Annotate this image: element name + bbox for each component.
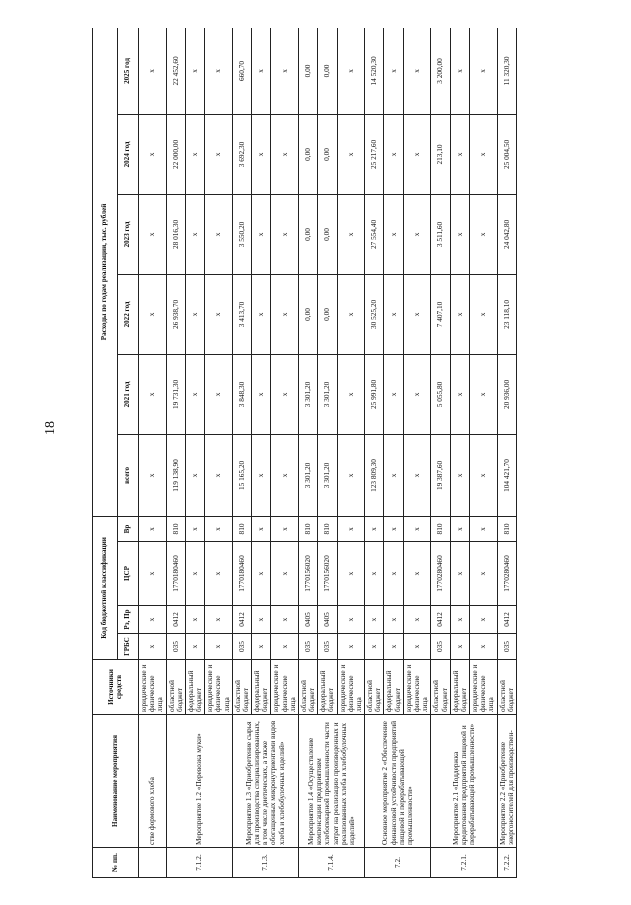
expense-cell: x: [450, 28, 469, 114]
budget-code-cell: 0405: [318, 606, 337, 634]
expense-cell: x: [384, 274, 403, 354]
expense-cell: x: [403, 114, 431, 194]
header-expense-col: 2021 год: [118, 354, 139, 434]
expense-cell: x: [384, 194, 403, 274]
expense-cell: x: [403, 274, 431, 354]
expense-cell: x: [403, 354, 431, 434]
expense-cell: x: [403, 194, 431, 274]
expense-cell: x: [205, 194, 233, 274]
expense-cell: x: [470, 354, 498, 434]
expense-cell: x: [185, 28, 204, 114]
budget-code-cell: x: [205, 516, 233, 541]
header-expense-col: 2022 год: [118, 274, 139, 354]
budget-code-cell: 810: [497, 516, 516, 541]
budget-code-cell: 0412: [497, 606, 516, 634]
expense-cell: x: [205, 354, 233, 434]
expense-cell: 24 042,80: [497, 194, 516, 274]
budget-code-cell: 0412: [232, 606, 251, 634]
funding-source: областной бюджет: [232, 660, 251, 715]
expense-cell: 26 938,70: [166, 274, 185, 354]
budget-code-cell: 1770156020: [318, 542, 337, 606]
expense-cell: x: [205, 114, 233, 194]
expense-cell: x: [271, 274, 299, 354]
measure-name: Мероприятие 1.4 «Осуществление компенсации предприятиям хлебопекарной промышленности части затрат на реализацию произведенных и реализованных хлеба и хлебобулочных изделий»: [298, 715, 364, 848]
table-row: [166, 28, 185, 878]
funding-source: областной бюджет: [497, 660, 516, 715]
expense-cell: x: [470, 114, 498, 194]
budget-code-cell: x: [337, 542, 365, 606]
budget-code-cell: x: [337, 516, 365, 541]
expense-cell: x: [271, 194, 299, 274]
row-number: 7.2.1.: [431, 848, 497, 878]
budget-code-cell: 0405: [298, 606, 317, 634]
expense-cell: x: [271, 354, 299, 434]
table-row: [139, 28, 167, 878]
expense-cell: x: [185, 194, 204, 274]
expense-cell: 3 301,20: [318, 354, 337, 434]
expense-cell: 28 016,30: [166, 194, 185, 274]
funding-source: юридические и физические лица: [271, 660, 299, 715]
expense-cell: 20 936,00: [497, 354, 516, 434]
budget-code-cell: 810: [431, 516, 450, 541]
expense-cell: 0,00: [318, 114, 337, 194]
expense-cell: 660,70: [232, 28, 251, 114]
header-num: № пп.: [93, 848, 139, 878]
budget-code-cell: x: [185, 516, 204, 541]
budget-code-cell: 1770156020: [298, 542, 317, 606]
funding-source: юридические и физические лица: [403, 660, 431, 715]
header-code-col: ГРБС: [118, 634, 139, 660]
budget-code-cell: x: [205, 542, 233, 606]
budget-code-cell: 1770280460: [431, 542, 450, 606]
header-expense-col: всего: [118, 434, 139, 516]
budget-code-cell: x: [271, 542, 299, 606]
header-expense-col: 2024 год: [118, 114, 139, 194]
expense-cell: x: [450, 114, 469, 194]
budget-code-cell: 0412: [166, 606, 185, 634]
budget-code-cell: x: [450, 542, 469, 606]
expense-cell: x: [470, 28, 498, 114]
expense-cell: x: [337, 194, 365, 274]
budget-code-cell: 810: [298, 516, 317, 541]
budget-code-cell: x: [337, 634, 365, 660]
expense-cell: x: [384, 114, 403, 194]
expense-cell: x: [271, 114, 299, 194]
expense-cell: x: [252, 434, 271, 516]
budget-code-cell: x: [337, 606, 365, 634]
header-code-col: Вр: [118, 516, 139, 541]
expense-cell: x: [252, 354, 271, 434]
budget-code-cell: 810: [318, 516, 337, 541]
expense-cell: x: [205, 434, 233, 516]
expense-cell: 0,00: [318, 274, 337, 354]
expense-cell: x: [185, 274, 204, 354]
budget-code-cell: x: [205, 634, 233, 660]
budget-code-cell: x: [470, 542, 498, 606]
expense-cell: x: [450, 434, 469, 516]
expense-cell: 213,10: [431, 114, 450, 194]
expense-cell: 119 138,90: [166, 434, 185, 516]
budget-code-cell: x: [252, 634, 271, 660]
budget-code-cell: x: [139, 542, 167, 606]
budget-code-cell: x: [470, 606, 498, 634]
expense-cell: x: [139, 194, 167, 274]
budget-code-cell: x: [252, 542, 271, 606]
budget-code-cell: x: [139, 516, 167, 541]
budget-code-cell: x: [365, 542, 384, 606]
row-number: [139, 848, 167, 878]
measure-name: Мероприятие 2.2 «Приобретение энергоносителей для производствен-: [497, 715, 516, 848]
expense-cell: 0,00: [318, 194, 337, 274]
funding-source: областной бюджет: [431, 660, 450, 715]
expense-cell: x: [384, 434, 403, 516]
row-number: 7.2.: [365, 848, 431, 878]
budget-code-cell: x: [403, 542, 431, 606]
budget-code-cell: x: [252, 516, 271, 541]
table-row: [431, 28, 450, 878]
measure-name: Основное мероприятие 2 «Обеспечение финансовой устойчивости предприятий пищевой и перерабатывающей промышленности»: [365, 715, 431, 848]
expense-cell: x: [185, 114, 204, 194]
expense-cell: 15 165,20: [232, 434, 251, 516]
expense-cell: x: [337, 114, 365, 194]
funding-source: федеральный бюджет: [185, 660, 204, 715]
budget-code-cell: 035: [298, 634, 317, 660]
expense-cell: 22 000,00: [166, 114, 185, 194]
budget-code-cell: x: [450, 516, 469, 541]
expense-cell: x: [337, 274, 365, 354]
expense-cell: x: [450, 274, 469, 354]
budget-code-cell: x: [384, 516, 403, 541]
header-code-col: ЦСР: [118, 542, 139, 606]
budget-code-cell: x: [365, 516, 384, 541]
budget-code-cell: 035: [166, 634, 185, 660]
funding-source: юридические и физические лица: [139, 660, 167, 715]
row-number: 7.2.2.: [497, 848, 516, 878]
expense-cell: 3 301,20: [298, 354, 317, 434]
expense-cell: 25 004,50: [497, 114, 516, 194]
budget-code-cell: 1770280460: [497, 542, 516, 606]
funding-source: областной бюджет: [365, 660, 384, 715]
budget-code-cell: 0412: [431, 606, 450, 634]
expense-cell: x: [337, 28, 365, 114]
budget-code-cell: x: [403, 606, 431, 634]
expense-cell: 5 055,80: [431, 354, 450, 434]
expense-cell: x: [337, 434, 365, 516]
expense-cell: x: [337, 354, 365, 434]
row-number: 7.1.2.: [166, 848, 232, 878]
expense-cell: 7 407,10: [431, 274, 450, 354]
expense-cell: x: [139, 434, 167, 516]
expense-cell: 104 421,70: [497, 434, 516, 516]
expense-cell: 0,00: [298, 114, 317, 194]
header-expenses: Расходы по годам реализации, тыс. рублей: [93, 28, 118, 516]
expense-cell: 3 692,30: [232, 114, 251, 194]
measure-name: стве формового хлеба: [139, 715, 167, 848]
expense-cell: 3 511,60: [431, 194, 450, 274]
expense-cell: 23 118,10: [497, 274, 516, 354]
expense-cell: x: [185, 434, 204, 516]
funding-source: юридические и физические лица: [205, 660, 233, 715]
rotated-content: [92, 28, 612, 878]
expense-cell: x: [384, 28, 403, 114]
budget-code-cell: x: [185, 542, 204, 606]
expense-cell: 19 731,30: [166, 354, 185, 434]
expense-cell: x: [139, 28, 167, 114]
budget-code-cell: 1770180460: [166, 542, 185, 606]
budget-code-cell: 035: [318, 634, 337, 660]
budget-code-cell: x: [185, 606, 204, 634]
measure-name: Мероприятие 2.1 «Поддержка кредитования предприятий пищевой и перерабатывающей промышленности»: [431, 715, 497, 848]
expense-cell: 0,00: [298, 274, 317, 354]
funding-source: юридические и физические лица: [470, 660, 498, 715]
expense-cell: x: [139, 354, 167, 434]
expense-cell: 3 200,00: [431, 28, 450, 114]
budget-table: [92, 28, 517, 878]
expense-cell: x: [470, 434, 498, 516]
expense-cell: x: [450, 354, 469, 434]
expense-cell: x: [252, 274, 271, 354]
budget-code-cell: x: [403, 634, 431, 660]
measure-name: Мероприятие 1.2 «Перевозка муки»: [166, 715, 232, 848]
budget-code-cell: x: [450, 606, 469, 634]
budget-code-cell: 810: [166, 516, 185, 541]
rotated-table-area: [92, 28, 612, 878]
expense-cell: x: [185, 354, 204, 434]
expense-cell: x: [384, 354, 403, 434]
table-row: [365, 28, 384, 878]
funding-source: федеральный бюджет: [384, 660, 403, 715]
budget-code-cell: 035: [232, 634, 251, 660]
expense-cell: 3 301,20: [318, 434, 337, 516]
budget-code-cell: x: [271, 606, 299, 634]
header-expense-col: 2025 год: [118, 28, 139, 114]
budget-code-cell: x: [139, 606, 167, 634]
budget-code-cell: 035: [431, 634, 450, 660]
expense-cell: x: [470, 274, 498, 354]
table-row: [298, 28, 317, 878]
expense-cell: x: [139, 274, 167, 354]
budget-code-cell: x: [205, 606, 233, 634]
budget-code-cell: x: [271, 634, 299, 660]
header-expense-col: 2023 год: [118, 194, 139, 274]
funding-source: федеральный бюджет: [318, 660, 337, 715]
budget-code-cell: x: [470, 516, 498, 541]
expense-cell: 3 301,20: [298, 434, 317, 516]
row-number: 7.1.3.: [232, 848, 298, 878]
measure-name: Мероприятие 1.3 «Приобретение сырья для производства специализированных, в том числе диетических, а также обогащенных микронутриентами видов хлеба и хлебобулочных изделий»: [232, 715, 298, 848]
budget-code-cell: x: [185, 634, 204, 660]
table-row: [232, 28, 251, 878]
expense-cell: x: [403, 434, 431, 516]
budget-code-cell: 1770180460: [232, 542, 251, 606]
budget-code-cell: x: [252, 606, 271, 634]
budget-code-cell: x: [403, 516, 431, 541]
expense-cell: 14 520,30: [365, 28, 384, 114]
header-source: Источники средств: [93, 660, 139, 715]
header-budget-code: Код бюджетной классификации: [93, 516, 118, 659]
table-row: [497, 28, 516, 878]
expense-cell: 30 525,20: [365, 274, 384, 354]
row-number: 7.1.4.: [298, 848, 364, 878]
expense-cell: x: [271, 434, 299, 516]
budget-code-cell: x: [271, 516, 299, 541]
expense-cell: 123 809,30: [365, 434, 384, 516]
expense-cell: 0,00: [298, 28, 317, 114]
funding-source: федеральный бюджет: [450, 660, 469, 715]
budget-code-cell: 035: [497, 634, 516, 660]
expense-cell: 25 991,80: [365, 354, 384, 434]
expense-cell: 3 550,20: [232, 194, 251, 274]
budget-code-cell: x: [384, 606, 403, 634]
budget-code-cell: x: [470, 634, 498, 660]
expense-cell: x: [252, 114, 271, 194]
budget-code-cell: x: [139, 634, 167, 660]
expense-cell: x: [403, 28, 431, 114]
expense-cell: x: [252, 28, 271, 114]
expense-cell: x: [205, 28, 233, 114]
expense-cell: x: [450, 194, 469, 274]
expense-cell: x: [252, 194, 271, 274]
expense-cell: x: [271, 28, 299, 114]
table-body: [139, 28, 517, 878]
budget-code-cell: x: [384, 542, 403, 606]
expense-cell: 3 848,30: [232, 354, 251, 434]
header-code-col: Рз, Пр: [118, 606, 139, 634]
expense-cell: 22 452,60: [166, 28, 185, 114]
budget-code-cell: x: [384, 634, 403, 660]
budget-code-cell: x: [450, 634, 469, 660]
expense-cell: 11 320,30: [497, 28, 516, 114]
expense-cell: 19 387,60: [431, 434, 450, 516]
expense-cell: x: [205, 274, 233, 354]
funding-source: областной бюджет: [166, 660, 185, 715]
expense-cell: 25 217,60: [365, 114, 384, 194]
header-name: Наименование мероприятия: [93, 715, 139, 848]
budget-code-cell: 810: [232, 516, 251, 541]
page-number: 18: [43, 421, 58, 435]
funding-source: федеральный бюджет: [252, 660, 271, 715]
expense-cell: x: [139, 114, 167, 194]
expense-cell: 3 413,70: [232, 274, 251, 354]
expense-cell: 0,00: [298, 194, 317, 274]
budget-code-cell: x: [365, 634, 384, 660]
expense-cell: 0,00: [318, 28, 337, 114]
budget-code-cell: x: [365, 606, 384, 634]
funding-source: юридические и физические лица: [337, 660, 365, 715]
expense-cell: x: [470, 194, 498, 274]
funding-source: областной бюджет: [298, 660, 317, 715]
expense-cell: 27 554,40: [365, 194, 384, 274]
